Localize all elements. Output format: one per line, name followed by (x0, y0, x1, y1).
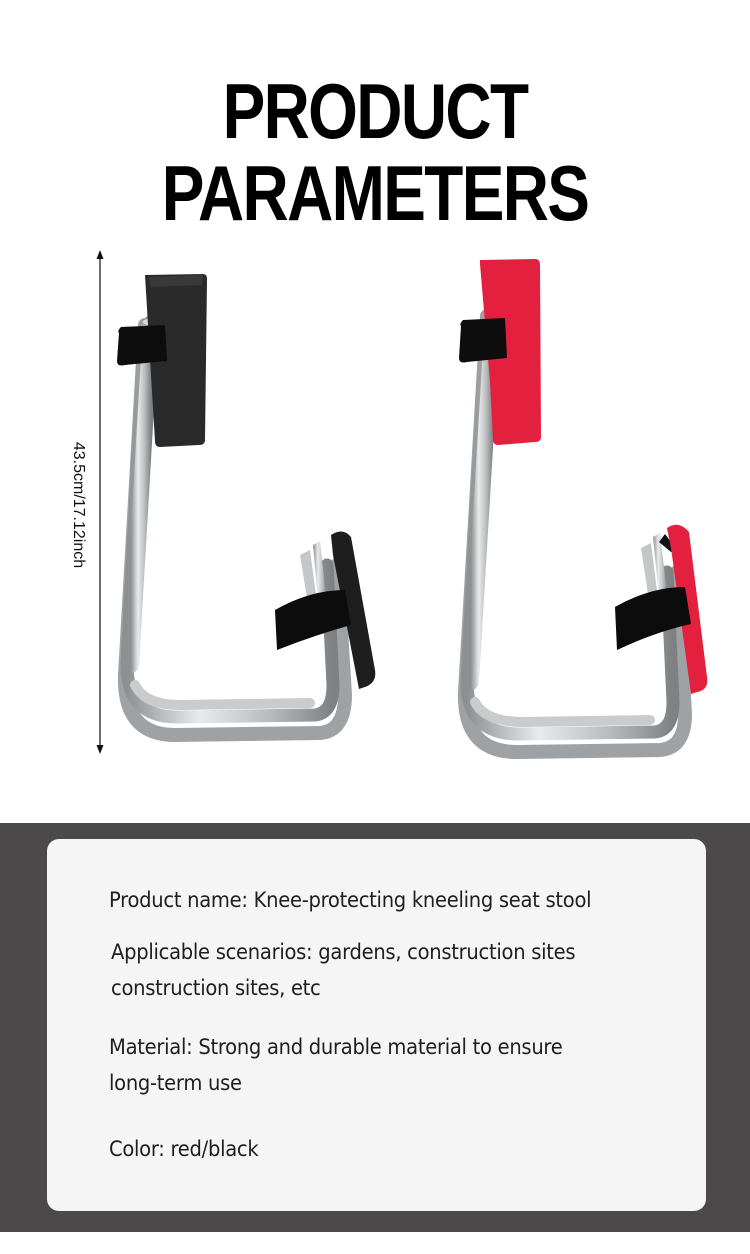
applicable-scenarios-line2: construction sites, etc (111, 976, 321, 1000)
parameters-panel (0, 823, 750, 1232)
material-text (109, 1029, 667, 1101)
material-line1: Material: Strong and durable material to ensure (109, 1035, 563, 1059)
applicable-scenarios-text (111, 934, 669, 1006)
dimension-text: 43.5cm/17.12inch (70, 441, 87, 569)
product-name-text: Product name: Knee-protecting kneeling seat stool (109, 888, 592, 912)
parameters-card (47, 839, 706, 1211)
material-line2: long-term use (109, 1071, 242, 1095)
black-kneeling-stool-image (105, 265, 385, 745)
dimension-label (58, 441, 98, 569)
color-text: Color: red/black (109, 1137, 259, 1161)
page-title: PRODUCT PARAMETERS (161, 67, 589, 237)
applicable-scenarios-line1: Applicable scenarios: gardens, construction sites (111, 940, 576, 964)
red-kneeling-stool-image (445, 252, 715, 764)
